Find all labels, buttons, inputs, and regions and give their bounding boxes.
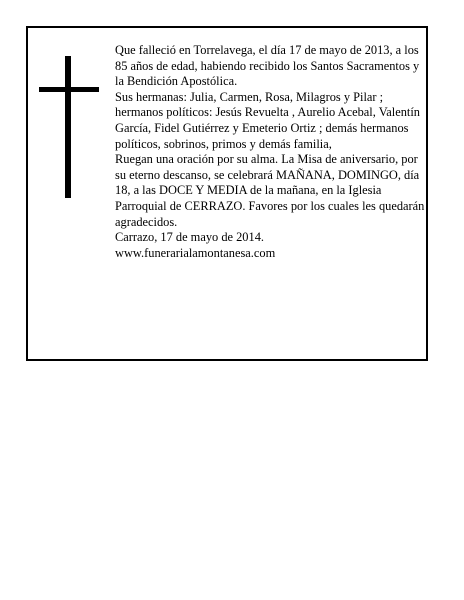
obituary-notice — [26, 26, 428, 361]
latin-cross-icon — [39, 56, 99, 198]
mass-invitation: Ruegan una oración por su alma. La Misa de aniversario, por su eterno descanso, se celebrará MAÑANA, DOMINGO, día 18, a las DOCE Y MEDIA de la mañana, en la Iglesia Parroquial de CERRAZO. Favores por los cuales les quedarán agradecidos. — [115, 152, 425, 229]
funeral-home-website: www.funerarialamontanesa.com — [115, 245, 276, 260]
family-members: Sus hermanas: Julia, Carmen, Rosa, Milagros y Pilar ; hermanos políticos: Jesús Revuelta , Aurelio Acebal, Valentín García, Fidel Gutiérrez y Emeterio Ortiz ; demás hermanos políticos, sobrinos, primos y demás familia, — [115, 89, 421, 151]
death-announcement: Que falleció en Torrelavega, el día 17 de mayo de 2013, a los 85 años de edad, habiendo recibido los Santos Sacramentos y la Bendición Apostólica. — [115, 43, 420, 89]
cross-vertical-bar — [65, 56, 71, 198]
place-and-date: Carrazo, 17 de mayo de 2014. — [115, 230, 264, 245]
cross-horizontal-bar — [39, 87, 99, 92]
notice-text — [115, 43, 425, 261]
